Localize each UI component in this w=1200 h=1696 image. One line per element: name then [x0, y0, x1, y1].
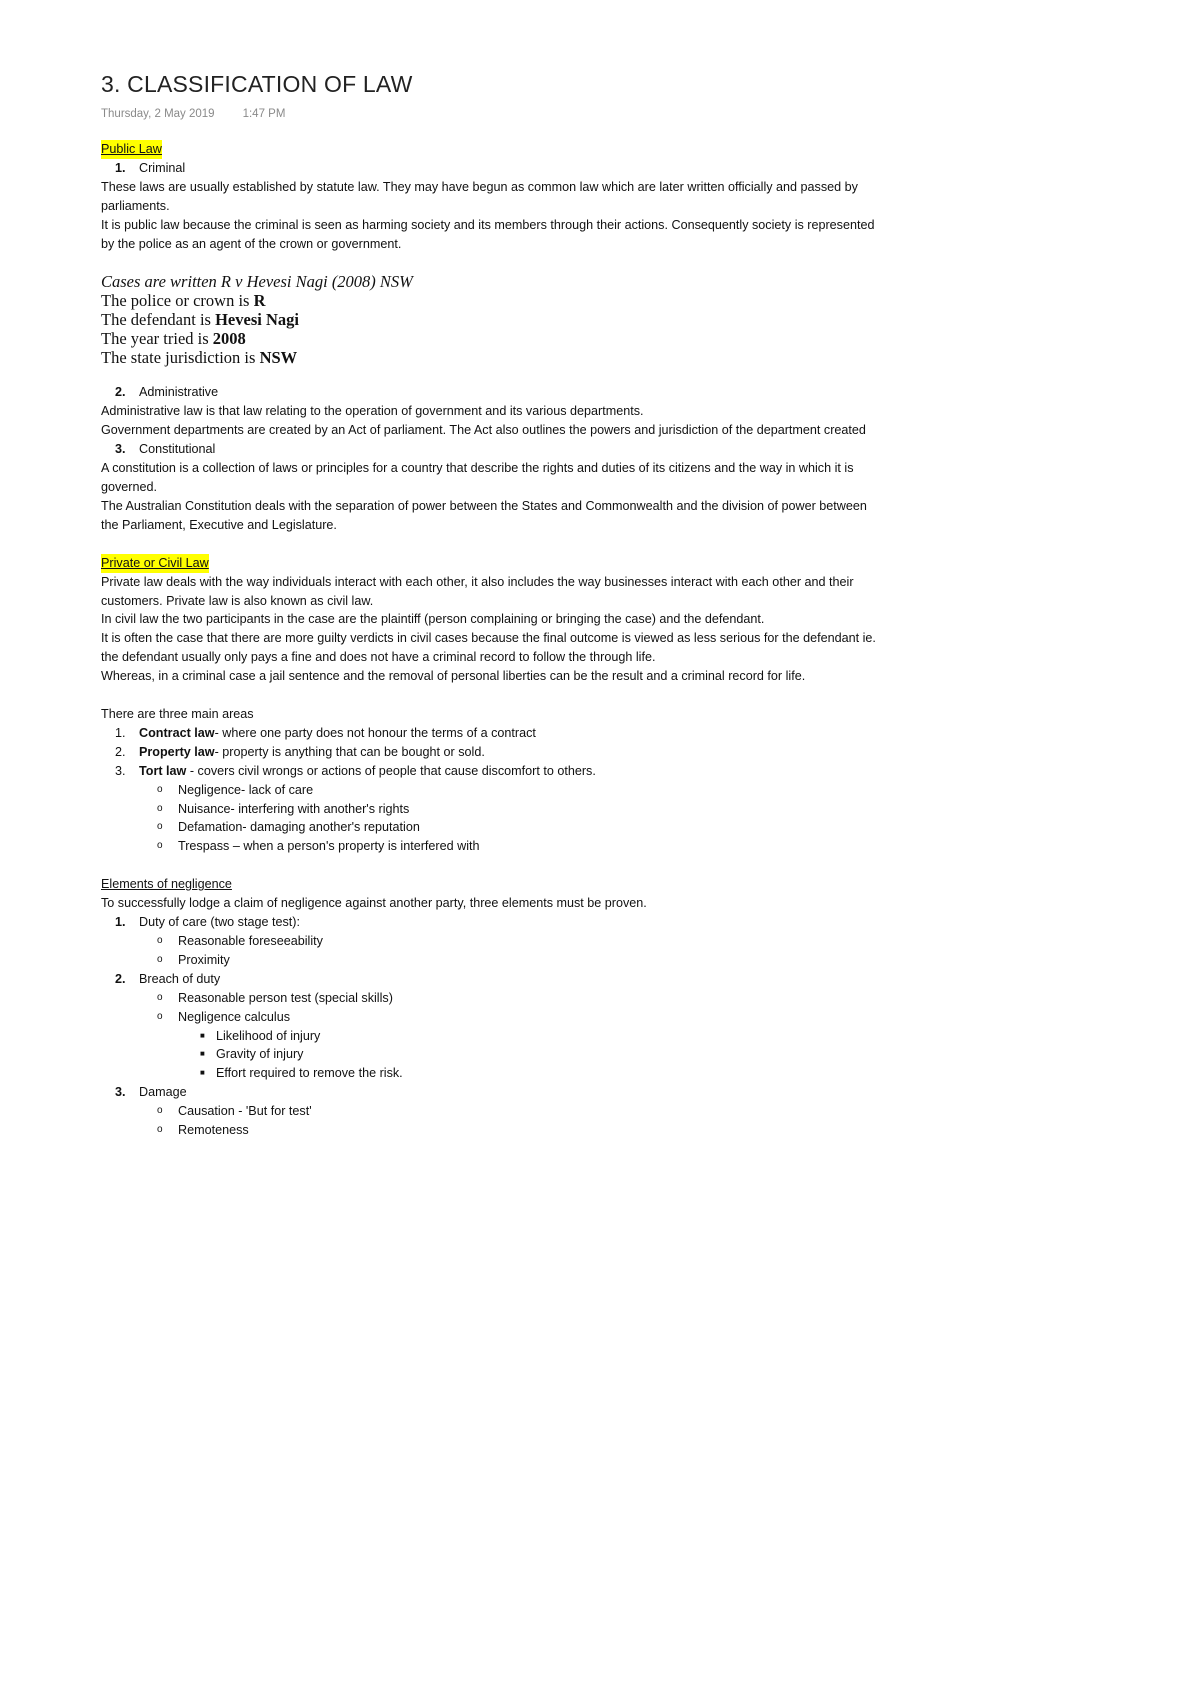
- list-item: [101, 913, 881, 932]
- list-item: [101, 1121, 881, 1140]
- criminal-paragraph: It is public law because the criminal is seen as harming society and its members through their actions. Consequently society is represented by the police as an agent of the crown or government.: [101, 217, 875, 251]
- list-item: [101, 970, 881, 989]
- private-law-paragraph: In civil law the two participants in the case are the plaintiff (person complaining or bringing the case) and the defendant.: [101, 612, 765, 627]
- case-line-text: The state jurisdiction is: [101, 348, 260, 368]
- list-number: 1.: [115, 160, 126, 175]
- tort-text: Trespass – when a person's property is interfered with: [178, 839, 480, 854]
- circle-bullet-icon: o: [157, 991, 163, 1003]
- administrative-paragraph: Administrative law is that law relating to the operation of government and its various departments.: [101, 404, 644, 419]
- element-sub: Reasonable person test (special skills): [178, 990, 393, 1005]
- note-page: [101, 70, 881, 1140]
- negligence-heading: Elements of negligence: [101, 877, 232, 892]
- page-date: Thursday, 2 May 2019: [101, 108, 215, 120]
- private-law-paragraph: It is often the case that there are more guilty verdicts in civil cases because the final outcome is viewed as less serious for the defendant ie. the defendant usually only pays a fine and does not have a criminal record to follow the through life.: [101, 631, 876, 665]
- list-number: 2.: [115, 385, 126, 400]
- case-line: [101, 348, 881, 367]
- element-label: Duty of care (two stage test):: [139, 915, 300, 930]
- area-desc: - property is anything that can be bought or sold.: [214, 744, 485, 759]
- element-label: Damage: [139, 1085, 187, 1100]
- circle-bullet-icon: o: [157, 1105, 163, 1117]
- area-desc: - covers civil wrongs or actions of people that cause discomfort to others.: [186, 763, 596, 778]
- calculus-item: Likelihood of injury: [216, 1028, 321, 1043]
- case-line: [101, 310, 881, 329]
- case-line-value: Hevesi Nagi: [215, 310, 299, 330]
- square-bullet-icon: ■: [200, 1049, 205, 1059]
- circle-bullet-icon: o: [157, 783, 163, 795]
- section-public-law: [101, 140, 881, 535]
- list-item: [101, 1083, 881, 1102]
- list-number: 2.: [115, 744, 126, 759]
- tort-text: Nuisance- interfering with another's rights: [178, 801, 410, 816]
- constitutional-label: Constitutional: [139, 442, 216, 457]
- page-meta: [101, 105, 881, 124]
- public-law-heading: Public Law: [101, 140, 162, 159]
- area-name: Tort law: [139, 763, 187, 778]
- section-negligence: [101, 875, 881, 1140]
- criminal-label: Criminal: [139, 160, 186, 175]
- element-label: Breach of duty: [139, 971, 221, 986]
- list-item: [101, 1045, 881, 1064]
- case-line: [101, 291, 881, 310]
- list-number: 3.: [115, 442, 126, 457]
- list-number: 3.: [115, 1085, 126, 1100]
- list-item: [101, 781, 881, 800]
- element-sub: Proximity: [178, 952, 230, 967]
- square-bullet-icon: ■: [200, 1068, 205, 1078]
- case-example: [101, 272, 881, 367]
- calculus-item: Effort required to remove the risk.: [216, 1066, 403, 1081]
- case-line-text: The year tried is: [101, 329, 213, 349]
- case-line-value: NSW: [259, 348, 298, 368]
- administrative-paragraph: Government departments are created by an Act of parliament. The Act also outlines the powers and jurisdiction of the department created: [101, 423, 866, 438]
- torts-list: [101, 781, 881, 857]
- list-item: [101, 724, 881, 743]
- private-law-paragraph: Whereas, in a criminal case a jail sentence and the removal of personal liberties can be the result and a criminal record for life.: [101, 669, 806, 684]
- page-title: 3. CLASSIFICATION OF LAW: [101, 71, 413, 97]
- list-item: [101, 800, 881, 819]
- list-item: [101, 837, 881, 856]
- area-name: Property law: [139, 744, 215, 759]
- constitutional-paragraph: A constitution is a collection of laws or principles for a country that describe the rights and duties of its citizens and the way in which it is governed.: [101, 461, 854, 494]
- area-name: Contract law: [139, 725, 215, 740]
- case-intro: Cases are written R v Hevesi Nagi (2008) NSW: [101, 272, 413, 292]
- circle-bullet-icon: o: [157, 1010, 163, 1022]
- circle-bullet-icon: o: [157, 935, 163, 946]
- list-item: [101, 743, 881, 762]
- list-number: 1.: [115, 915, 126, 930]
- element-sub: Negligence calculus: [178, 1009, 291, 1024]
- circle-bullet-icon: o: [157, 840, 163, 852]
- case-line-value: R: [253, 291, 266, 311]
- private-law-paragraph: Private law deals with the way individuals interact with each other, it also includes the way businesses interact with each other and their customers. Private law is also known as civil law.: [101, 574, 854, 608]
- circle-bullet-icon: o: [157, 1124, 163, 1136]
- list-item: [101, 818, 881, 837]
- list-number: 1.: [115, 725, 126, 740]
- circle-bullet-icon: o: [157, 821, 163, 833]
- list-number: 3.: [115, 763, 126, 778]
- list-item: [101, 1064, 881, 1083]
- circle-bullet-icon: o: [157, 953, 163, 965]
- list-item: [101, 1008, 881, 1027]
- case-line-text: The defendant is: [101, 310, 216, 330]
- case-line: [101, 329, 881, 348]
- list-item: [101, 762, 881, 781]
- calculus-item: Gravity of injury: [216, 1047, 304, 1062]
- constitutional-paragraph: The Australian Constitution deals with the separation of power between the States and Commonwealth and the division of power between the Parliament, Executive and Legislature.: [101, 498, 867, 532]
- list-item: [101, 951, 881, 970]
- element-sub: Reasonable foreseeability: [178, 934, 323, 948]
- list-item: [101, 1027, 881, 1046]
- tort-text: Defamation- damaging another's reputation: [178, 820, 420, 835]
- element-sub: Causation - 'But for test': [178, 1104, 312, 1119]
- section-private-law: [101, 554, 881, 857]
- list-number: 2.: [115, 971, 126, 986]
- area-desc: - where one party does not honour the terms of a contract: [214, 725, 536, 740]
- circle-bullet-icon: o: [157, 802, 163, 814]
- case-line-text: The police or crown is: [101, 291, 254, 311]
- page-time: 1:47 PM: [242, 108, 286, 120]
- constitutional-item: [101, 440, 881, 459]
- criminal-item: [101, 159, 881, 178]
- case-line-value: 2008: [212, 329, 246, 349]
- private-law-heading: Private or Civil Law: [101, 554, 209, 573]
- administrative-item: [101, 383, 881, 402]
- administrative-label: Administrative: [139, 385, 219, 400]
- list-item: [101, 932, 881, 951]
- negligence-intro: To successfully lodge a claim of negligence against another party, three elements must be proven.: [101, 896, 647, 911]
- list-item: [101, 989, 881, 1008]
- list-item: [101, 1102, 881, 1121]
- square-bullet-icon: ■: [200, 1030, 205, 1040]
- areas-list: [101, 724, 881, 781]
- element-sub: Remoteness: [178, 1123, 249, 1138]
- areas-intro: There are three main areas: [101, 707, 254, 722]
- tort-text: Negligence- lack of care: [178, 782, 314, 797]
- criminal-paragraph: These laws are usually established by statute law. They may have begun as common law which are later written officially and passed by parliaments.: [101, 179, 858, 213]
